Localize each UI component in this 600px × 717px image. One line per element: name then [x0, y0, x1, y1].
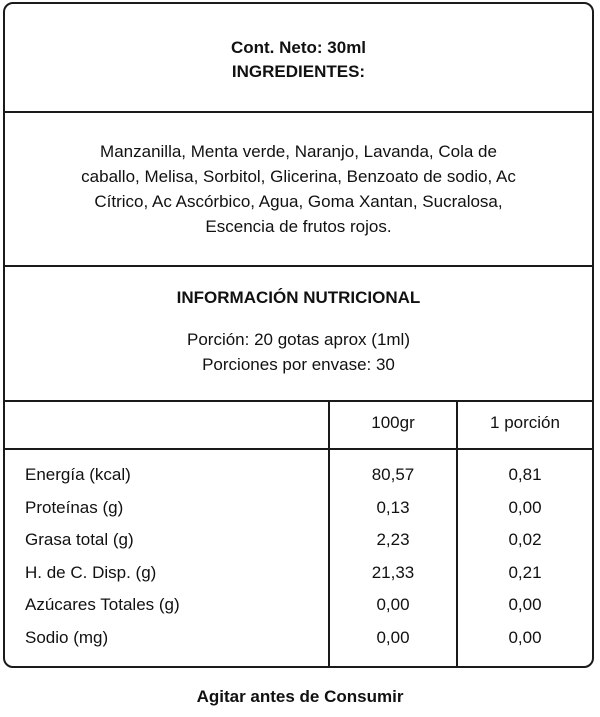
nutrient-value-100g: 2,23	[376, 530, 410, 549]
servings-per-container: Porciones por envase: 30	[202, 355, 395, 374]
shake-before-use-note: Agitar antes de Consumir	[196, 687, 404, 706]
nutrient-value-100g: 0,00	[376, 595, 410, 614]
nutrient-value-100g: 0,00	[376, 627, 410, 647]
nutrient-name: H. de C. Disp. (g)	[25, 562, 157, 582]
nutrient-value-serving: 0,00	[508, 595, 542, 614]
header-divider	[5, 448, 592, 450]
nutrition-label	[3, 2, 594, 668]
serving-size: Porción: 20 gotas aprox (1ml)	[187, 330, 410, 349]
nutrient-value-serving: 0,02	[508, 530, 542, 549]
nutrient-value-serving: 0,21	[508, 562, 542, 582]
column-header-100g: 100gr	[371, 413, 415, 432]
ingredients-title: INGREDIENTES:	[231, 61, 366, 81]
table-row	[5, 593, 592, 626]
column-header-serving: 1 porción	[490, 413, 560, 432]
nutrition-info-section	[5, 267, 592, 402]
ingredients-section	[5, 113, 592, 267]
ingredients-line: Cítrico, Ac Ascórbico, Agua, Goma Xantan, Sucralosa,	[94, 192, 503, 211]
table-row	[5, 528, 592, 561]
ingredients-line: Manzanilla, Menta verde, Naranjo, Lavanda, Cola de	[100, 142, 497, 161]
table-row	[5, 463, 592, 496]
nutrient-name: Energía (kcal)	[25, 465, 131, 484]
nutrient-name: Azúcares Totales (g)	[25, 595, 180, 614]
ingredients-text	[81, 139, 516, 239]
nutrient-value-100g: 80,57	[371, 465, 415, 484]
nutrient-value-serving: 0,00	[508, 627, 542, 647]
table-row	[5, 496, 592, 529]
nutrient-value-serving: 0,00	[508, 497, 542, 517]
nutrient-name: Sodio (mg)	[25, 627, 109, 647]
table-row	[5, 561, 592, 594]
table-row	[5, 626, 592, 659]
nutrient-rows	[5, 463, 592, 658]
ingredients-line: caballo, Melisa, Sorbitol, Glicerina, Benzoato de sodio, Ac	[81, 167, 516, 186]
nutrient-name: Proteínas (g)	[25, 497, 124, 517]
nutrient-value-100g: 0,13	[376, 497, 410, 517]
serving-info	[5, 327, 592, 377]
nutrition-title: INFORMACIÓN NUTRICIONAL	[176, 288, 421, 307]
nutrient-value-serving: 0,81	[508, 465, 542, 484]
nutrition-table	[5, 402, 592, 666]
ingredients-line: Escencia de frutos rojos.	[205, 217, 392, 236]
label-header	[5, 4, 592, 113]
net-content: Cont. Neto: 30ml	[230, 37, 367, 57]
nutrient-value-100g: 21,33	[371, 562, 415, 582]
nutrient-name: Grasa total (g)	[25, 530, 134, 549]
